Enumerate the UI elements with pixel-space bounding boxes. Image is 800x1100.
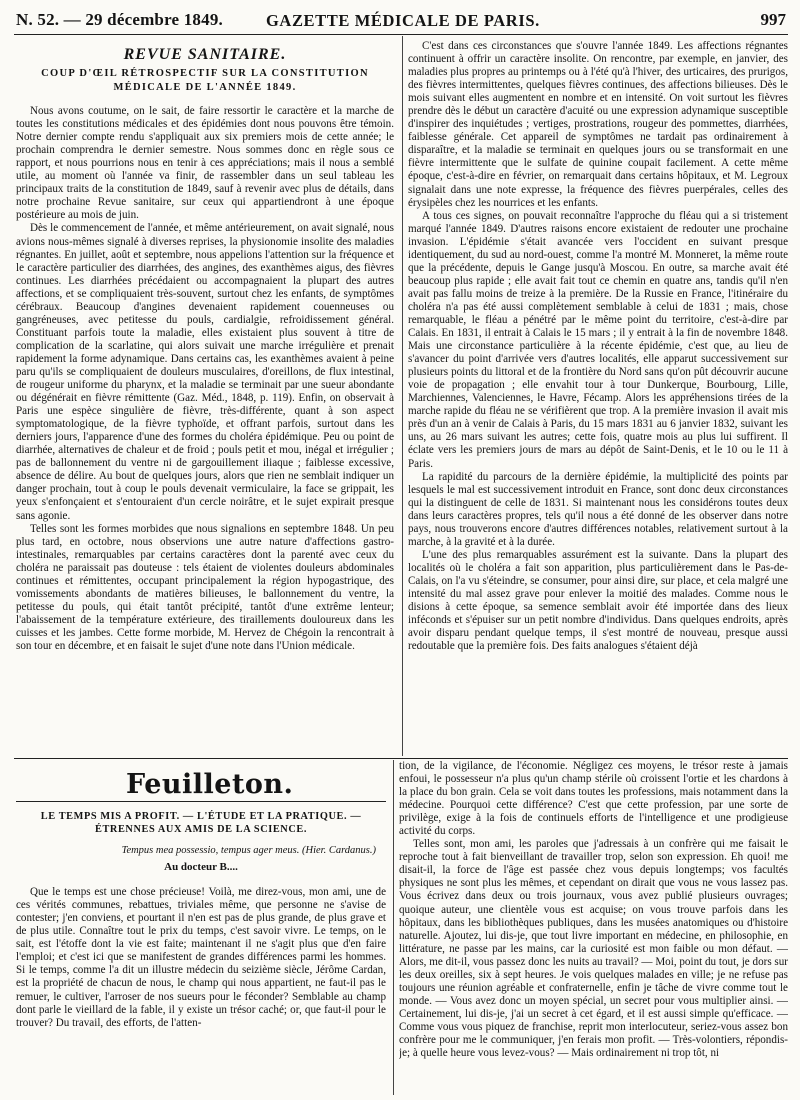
dedication: Au docteur B.... <box>164 861 238 874</box>
section-title: REVUE SANITAIRE. <box>123 46 287 63</box>
issue-number: N. 52. — 29 décembre 1849. <box>16 10 223 29</box>
page-number: 997 <box>760 10 786 29</box>
revue-left-column <box>16 40 394 740</box>
header-rule <box>14 34 788 35</box>
revue-right-column <box>408 40 788 756</box>
paragraph: L'une des plus remarquables assurément est la suivante. Dans la plupart des localités où le choléra a fait son apparition, plus particulièrement dans le Pas-de-Calais, on l'a vu s'éteindre, se consumer, pour ainsi dire, sur place, et cela malgré une intensité du mal assez grave pour enlever la moitié des malades. Comme nous le disions à cette époque, sa semence semblait avoir été importée dans des lieux inféconds et s'épuiser sur un petit nombre d'individus. Dans quelques endroits, après avoir disparu pendant quelque temps, il s'est montré de nouveau, presque aussi redoutable que la première fois. Des faits analogues s'étaient déjà <box>408 548 788 653</box>
feuilleton-title: Feuilleton. <box>126 769 294 800</box>
article-title: COUP D'ŒIL RÉTROSPECTIF SUR LA CONSTITUTION MÉDICALE DE L'ANNÉE 1849. <box>41 68 369 94</box>
epigraph: Tempus mea possessio, tempus ager meus. (Hier. Cardanus.) <box>121 845 376 857</box>
paragraph: tion, de la vigilance, de l'économie. Négligez ces moyens, le trésor reste à jamais enfoui, le possesseur n'a plus qu'un champ stérile où croissent l'ortie et les chardons à la place du bon grain. Cela se voit dans toutes les professions, mais notamment dans la médecine. Pourquoi cette différence? C'est que cette profession, par une sorte de privilège, exige à la fois de continuels efforts de l'intelligence et une prodigieuse activité du corps. <box>399 760 788 838</box>
paragraph: Que le temps est une chose précieuse! Voilà, me direz-vous, mon ami, une de ces vérités communes, rebattues, triviales même, que personne ne s'avise de contester; j'en conviens, et pourtant il n'en est pas de plus grande, de plus grave et de plus utile. Connaître tout le prix du temps, c'est savoir vivre. Le temps, on le sait, est l'étoffe dont la vie est faite; maintenant il ne s'agit plus que d'en faire l'emploi; et c'est ici que se manifestent de grandes différences parmi les hommes. Si le temps, comme l'a dit un illustre médecin du seizième siècle, Jérôme Cardan, est la propriété de chacun de nous, le champ qui nous appartient, ne faut-il pas le remuer, le cultiver, l'arroser de nos sueurs pour le féconder? Semblable au champ dont parle le vieillard de la fable, il y existe un trésor caché; or, que faut-il pour le trouver? Du travail, des efforts, de l'atten- <box>16 886 386 1029</box>
paragraph: Nous avons coutume, on le sait, de faire ressortir le caractère et la marche de toutes les constitutions médicales et des épidémies dont nous pouvons être témoin. Notre dernier compte rendu s'appliquait aux six premiers mois de cette année; le prochain comprendra le dernier semestre. Nous sommes donc en règle sous ce rapport, et nous pourrions nous en tenir à ces appréciations; mais il nous a semblé utile, au moment où l'année va finir, de rassembler dans un seul tableau les principaux traits de la constitution de 1849, sauf à revenir avec plus de détails, dans notre prochaine Revue sanitaire, sur ceux qui appartiendront à une époque postérieure au mois de juin. <box>16 105 394 222</box>
paragraph: A tous ces signes, on pouvait reconnaître l'approche du fléau qui a si tristement marqué l'année 1849. D'autres raisons encore existaient de redouter une prochaine invasion. L'épidémie s'était avancée vers l'occident en suivant presque identiquement, du sud au nord-ouest, comme l'a montré M. Monneret, la même route que la précédente, depuis le Gange jusqu'à Moscou. En outre, sa marche avait été beaucoup plus rapide ; elle avait fait tout ce chemin en quatre ans, tandis qu'il n'en avait pas fallu moins de treize à la première. De la Russie en France, l'itinéraire du choléra n'a pas été aussi complètement semblable à celui de 1831 ; mais, chose remarquable, le fléau a pénétré par le même point du territoire, c'est-à-dire par Calais. En 1831, il entrait à Calais le 15 mars ; il y entrait à la fin de novembre 1848. Mais une circonstance particulière à la récente épidémie, c'est que, au lieu de s'avancer du point d'arrivée vers d'autres localités, elle apparut successivement sur plusieurs points du littoral et de la frontière du Nord sans qu'on pût découvrir aucune voie de propagation ; elle envahit tour à tour Dunkerque, Bourbourg, Lille, Marchiennes, Valenciennes, le Havre, Fécamp. Alors les appréhensions tirées de la marche rapide du fléau ne se vérifièrent que trop. A la première invasion il avait mis près d'un an à venir de Calais à Paris, du 15 mars 1831 au 6 janvier 1832, suivant les uns, au 26 mars suivant les autres; cette fois, quatre mois au plus lui suffirent. Il éclate vers les premiers jours de mars au dépôt de Saint-Denis, et le 10 ou le 11 à Paris. <box>408 209 788 470</box>
feuilleton-left-column <box>16 760 386 1096</box>
paragraph: C'est dans ces circonstances que s'ouvre l'année 1849. Les affections régnantes continuent à offrir un caractère insolite. On rencontre, par exemple, en janvier, des maladies plus propres au printemps ou à l'été qu'à l'hiver, des urticaires, des prurigos, des fièvres intermittentes, quelques fièvres continues, des affections bilieuses. Dès le mois suivant elles augmentent en nombre et en intensité. On voit surtout les fièvres prendre dès le début un caractère d'acuité ou une expression adynamique susceptible d'inspirer des inquiétudes ; vertiges, prostrations, rougeur des pommettes, diarrhées, faiblesse générale. Cet appareil de symptômes ne tardait pas ordinairement à disparaître, et la maladie se terminait en quelques jours ou se transformait en une fièvre intermittente que le sulfate de quinine coupait facilement. A cette même époque, c'est-à-dire en février, on remarquait dans certains hôpitaux, et M. Legroux signalait dans une note expresse, la fréquence des fièvres puerpérales, celles des érysipèles chez les nourrices et les enfants. <box>408 40 788 209</box>
feuilleton-title-rule <box>16 801 386 802</box>
paragraph: Telles sont, mon ami, les paroles que j'adressais à un confrère qui me faisait le reproche tout à fait bienveillant de travailler trop, selon son expression. Eh quoi! me disait-il, la force de l'âge est passée chez vous depuis longtemps; vos facultés physiques ne sont plus les mêmes, et cependant on dirait que vous ne vous lassez pas. Vous écrivez dans deux ou trois journaux, vous avez publié plusieurs ouvrages; quoique auteur, une clientèle vous est acquise; on vous trouve parfois dans les hôpitaux, dans les bibliothèques publiques, dans les musées anatomiques ou d'histoire naturelle. Ajoutez, lui dis-je, que tout livre important en médecine, en philosophie, en littérature, ne passe par les mains, car la curiosité est mon faible ou mon défaut. — Alors, me dit-il, vous passez donc les nuits au travail? — Moi, point du tout, je dors sur les deux oreilles, six à sept heures. Je vois quelques malades en ville; je ne refuse pas toujours une réunion agréable et confraternelle, enfin je tâche de vivre comme tout le monde. — Vous avez donc un moyen spécial, un secret pour vous multiplier ainsi. — Certainement, lui dis-je, j'ai un secret à cet égard, et il est aussi simple qu'efficace. — Comme vous vous piquez de franchise, reprit mon interlocuteur, seriez-vous assez bon confrère pour me le communiquer, j'en ferais mon profit. — Très-volontiers, répondis-je; à quelle heure vous levez-vous? — Mais ordinairement ni trop tôt, ni <box>399 838 788 1060</box>
page-header <box>16 10 786 32</box>
journal-title: GAZETTE MÉDICALE DE PARIS. <box>266 11 540 30</box>
paragraph: Telles sont les formes morbides que nous signalions en septembre 1848. Un peu plus tard, en octobre, nous observions une autre nature d'affections gastro-intestinales, remarquables par certains caractères dont la parenté avec ceux du choléra ne paraissait pas douteuse : tels étaient de violentes douleurs abdominales continues et rémittentes, occupant principalement la région hypogastrique, des vomissements abondants de matières bilieuses, le ballonnement du ventre, la petitesse du pouls, qui était tantôt précipité, tantôt d'une extrême lenteur; l'abaissement de la température extérieure, des tiraillements douloureux dans les cuisses et les jambes. Cette forme morbide, M. Hervez de Chégoin la rencontrait à son tour en décembre, et en faisait le sujet d'une note dans l'Union médicale. <box>16 522 394 652</box>
feuilleton-heading: LE TEMPS MIS A PROFIT. — L'ÉTUDE ET LA PRATIQUE. — ÉTRENNES AUX AMIS DE LA SCIENCE. <box>40 811 362 836</box>
feuilleton-rule <box>14 758 788 759</box>
paragraph: La rapidité du parcours de la dernière épidémie, la multiplicité des points par lesquels le mal est successivement introduit en France, sont donc deux circonstances qui la distinguent de celle de 1831. Si maintenant nous les considérons toutes deux dans leurs caractères propres, tels qu'il nous a été donné de les observer dans notre pays, nous trouverons encore d'autres différences notables, relativement surtout à la marche, à la gravité et à la durée. <box>408 470 788 548</box>
feuilleton-column-separator <box>393 760 394 1095</box>
paragraph: Dès le commencement de l'année, et même antérieurement, on avait signalé, nous avions nous-mêmes signalé à diverses reprises, la physionomie insolite des maladies régnantes. En juillet, août et septembre, nous appelions l'attention sur la fréquence et le caractère particulier des diarrhées, des angines, des exanthèmes aigus, des fièvres continues. Les diarrhées précédaient ou accompagnaient la plupart des autres affections, et se compliquaient très-souvent, surtout chez les enfants, de symptômes cérébraux. Beaucoup d'angines devenaient rapidement couenneuses ou gangréneuses, avec petitesse du pouls, cardialgie, refroidissement général. Constituant parfois toute la maladie, elles existaient plus souvent à titre de complication de la scarlatine, qui alors suivait une marche irrégulière et prenait rapidement la forme adynamique. Dans certains cas, les exanthèmes avaient à peine paru qu'ils se compliquaient de douleurs musculaires, d'oreillons, de flux intestinal, de rougeur uniforme du pharynx, et la maladie se terminait par une sueur abondante ou dégénérait en fièvre rémittente (Gaz. Méd., 1848, p. 119). Enfin, on observait à Paris une espèce singulière de fièvre, très-différente, quant à son aspect symptomatologique, de la fièvre typhoïde, et offrant parfois, surtout dans les derniers jours, l'apparence d'une des formes du choléra épidémique. Peu ou point de diarrhée, alternatives de chaleur et de froid ; pouls petit et mou, inégal et irrégulier ; pas de ballonnement du ventre ni de gargouillement iliaque ; faiblesse excessive, absence de délire. Au bout de quelques jours, alors que rien ne semblait indiquer un danger prochain, tout à coup le pouls devenait vermiculaire, la face se grippait, les yeux s'enfonçaient et s'entouraient d'un cercle noirâtre, et le sujet expirait presque sans agonie. <box>16 222 394 522</box>
column-separator <box>402 36 403 756</box>
feuilleton-right-column <box>399 760 788 1096</box>
